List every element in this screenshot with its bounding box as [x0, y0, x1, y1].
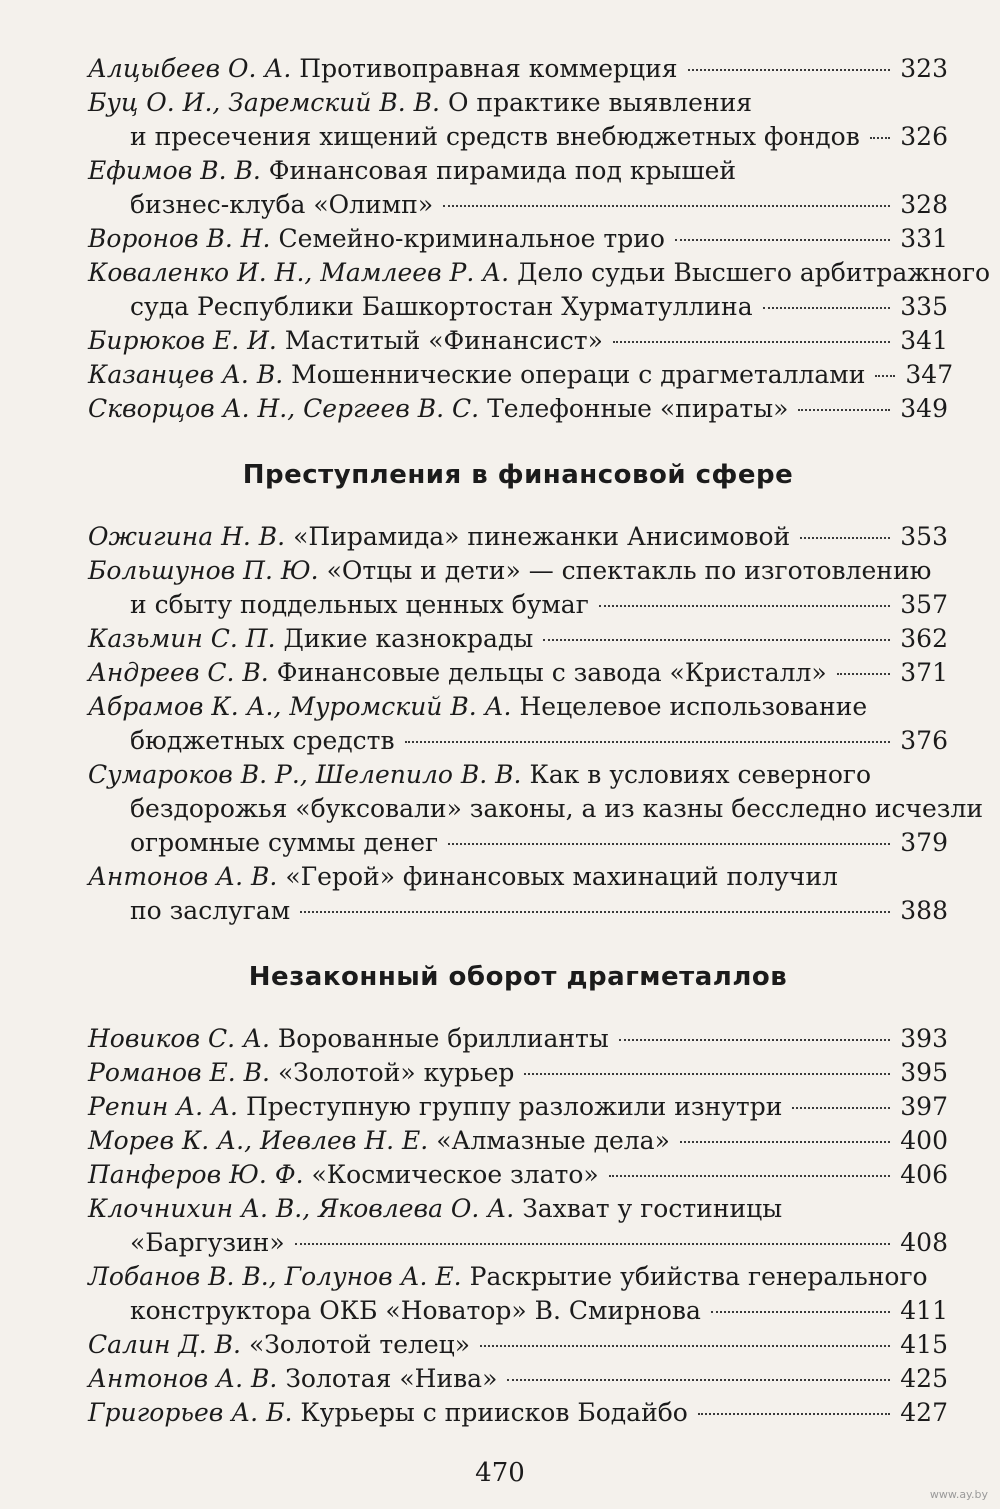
- toc-entry[interactable]: [88, 1362, 948, 1396]
- entry-page-number: 353: [900, 522, 948, 551]
- entry-authors: Новиков С. А.: [88, 1024, 270, 1053]
- dot-leader: [543, 639, 890, 641]
- dot-leader: [405, 741, 891, 743]
- entry-title: «Золотой телец»: [249, 1330, 471, 1359]
- entry-page-number: 427: [900, 1398, 948, 1427]
- entry-authors: Романов Е. В.: [88, 1058, 270, 1087]
- dot-leader: [800, 537, 890, 539]
- toc-entry[interactable]: [88, 358, 954, 392]
- dot-leader: [688, 69, 891, 71]
- entry-title: Дело судьи Высшего арбитражного: [517, 258, 991, 287]
- entry-page-number: 347: [905, 360, 954, 389]
- entry-page-number: 331: [900, 224, 948, 253]
- toc-entry-line: [88, 1090, 948, 1124]
- dot-leader: [792, 1107, 890, 1109]
- entry-authors: Алцыбеев О. А.: [88, 54, 292, 83]
- toc-entry-line: [88, 826, 948, 860]
- toc-entry-line: [88, 324, 948, 358]
- toc-entry-line: [88, 52, 948, 86]
- dot-leader: [300, 911, 890, 913]
- toc-entry[interactable]: [88, 52, 948, 86]
- toc-entry-line: [88, 120, 948, 154]
- dot-leader: [524, 1073, 890, 1075]
- toc-entry[interactable]: [88, 1158, 948, 1192]
- page-number: 470: [475, 1458, 525, 1488]
- toc-entry[interactable]: [88, 554, 948, 622]
- entry-authors: Антонов А. В.: [88, 1364, 278, 1393]
- entry-page-number: 397: [900, 1092, 948, 1121]
- dot-leader: [675, 239, 890, 241]
- entry-title: О практике выявления: [447, 88, 753, 117]
- dot-leader: [599, 605, 890, 607]
- toc-entry-line: [88, 1260, 948, 1294]
- entry-authors: Репин А. А.: [88, 1092, 238, 1121]
- entry-authors: Абрамов К. А., Муромский В. А.: [88, 692, 512, 721]
- entry-title: Финансовая пирамида под крышей: [268, 156, 737, 185]
- entry-title: Курьеры с приисков Бодайбо: [300, 1398, 688, 1427]
- toc-entry-line: [88, 1022, 948, 1056]
- entry-title: бездорожья «буксовали» законы, а из казны бесследно исчезли: [130, 794, 983, 823]
- toc-entry-line: [88, 358, 954, 392]
- entry-title: Семейно-криминальное трио: [278, 224, 665, 253]
- entry-authors: Ефимов В. В.: [88, 156, 261, 185]
- toc-entry-line: [88, 1396, 948, 1430]
- toc-entry-line: [88, 188, 948, 222]
- entry-title: Маститый «Финансист»: [284, 326, 603, 355]
- entry-title: Мошеннические операци с драгметаллами: [291, 360, 866, 389]
- dot-leader: [698, 1413, 890, 1415]
- entry-page-number: 362: [900, 624, 948, 653]
- entry-title: Телефонные «пираты»: [487, 394, 789, 423]
- entry-title: Захват у гостиницы: [522, 1194, 783, 1223]
- entry-page-number: 326: [900, 122, 948, 151]
- toc-entry[interactable]: [88, 860, 948, 928]
- entry-title: Финансовые дельцы с завода «Кристалл»: [276, 658, 827, 687]
- toc-entry[interactable]: [88, 520, 948, 554]
- entry-page-number: 395: [900, 1058, 948, 1087]
- section-heading: Преступления в финансовой сфере: [242, 460, 794, 490]
- entry-title: Противоправная коммерция: [299, 54, 678, 83]
- entry-authors: Буц О. И., Заремский В. В.: [88, 88, 440, 117]
- entry-title: Дикие казнокрады: [283, 624, 534, 653]
- dot-leader: [763, 307, 891, 309]
- entry-page-number: 323: [900, 54, 948, 83]
- entry-title: Золотая «Нива»: [285, 1364, 498, 1393]
- entry-authors: Ожигина Н. В.: [88, 522, 286, 551]
- toc-entry[interactable]: [88, 324, 948, 358]
- entry-page-number: 379: [900, 828, 948, 857]
- entry-title: «Герой» финансовых махинаций получил: [285, 862, 838, 891]
- dot-leader: [711, 1311, 890, 1313]
- toc-entry[interactable]: [88, 222, 948, 256]
- toc-entry[interactable]: [88, 690, 948, 758]
- dot-leader: [870, 137, 890, 139]
- toc-entry-line: [88, 290, 948, 324]
- toc-entry-line: [88, 1328, 948, 1362]
- toc-entry-line: [88, 724, 948, 758]
- toc-entry-line: [88, 154, 948, 188]
- entry-authors: Григорьев А. Б.: [88, 1398, 293, 1427]
- entry-title: «Баргузин»: [130, 1228, 285, 1257]
- toc-entry-line: [88, 86, 948, 120]
- toc-entry[interactable]: [88, 1056, 948, 1090]
- entry-title: и пресечения хищений средств внебюджетных фондов: [130, 122, 860, 151]
- entry-authors: Воронов В. Н.: [88, 224, 271, 253]
- entry-title: по заслугам: [130, 896, 291, 925]
- entry-title: бюджетных средств: [130, 726, 395, 755]
- entry-title: «Отцы и дети» — спектакль по изготовлению: [326, 556, 932, 585]
- entry-authors: Панферов Ю. Ф.: [88, 1160, 304, 1189]
- entry-title: «Золотой» курьер: [277, 1058, 515, 1087]
- entry-title: «Алмазные дела»: [436, 1126, 670, 1155]
- toc-entry[interactable]: [88, 656, 948, 690]
- entry-title: конструктора ОКБ «Новатор» В. Смирнова: [130, 1296, 701, 1325]
- entry-page-number: 371: [900, 658, 948, 687]
- entry-page-number: 408: [900, 1228, 948, 1257]
- entry-authors: Морев К. А., Иевлев Н. Е.: [88, 1126, 429, 1155]
- toc-entry-line: [88, 1226, 948, 1260]
- toc-entry-line: [88, 622, 948, 656]
- entry-page-number: 393: [900, 1024, 948, 1053]
- toc-entry[interactable]: [88, 1192, 948, 1260]
- entry-authors: Сумароков В. Р., Шелепило В. В.: [88, 760, 522, 789]
- entry-title: Как в условиях северного: [529, 760, 872, 789]
- entry-page-number: 388: [900, 896, 948, 925]
- entry-title: бизнес-клуба «Олимп»: [130, 190, 434, 219]
- dot-leader: [448, 843, 890, 845]
- toc-entry[interactable]: [88, 1328, 948, 1362]
- entry-title: «Пирамида» пинежанки Анисимовой: [293, 522, 791, 551]
- toc-entry[interactable]: [88, 1396, 948, 1430]
- entry-page-number: 349: [900, 394, 948, 423]
- entry-page-number: 328: [900, 190, 948, 219]
- toc-entry[interactable]: [88, 622, 948, 656]
- entry-page-number: 406: [900, 1160, 948, 1189]
- toc-entry-line: [88, 894, 948, 928]
- dot-leader: [295, 1243, 891, 1245]
- entry-authors: Казанцев А. В.: [88, 360, 284, 389]
- entry-title: суда Республики Башкортостан Хурматуллина: [130, 292, 753, 321]
- entry-title: и сбыту поддельных ценных бумаг: [130, 590, 589, 619]
- toc-entry[interactable]: [88, 1090, 948, 1124]
- entry-page-number: 341: [900, 326, 948, 355]
- entry-page-number: 415: [900, 1330, 948, 1359]
- dot-leader: [480, 1345, 890, 1347]
- entry-authors: Коваленко И. Н., Мамлеев Р. А.: [88, 258, 510, 287]
- entry-page-number: 411: [900, 1296, 948, 1325]
- dot-leader: [619, 1039, 891, 1041]
- dot-leader: [609, 1175, 891, 1177]
- entry-title: Преступную группу разложили изнутри: [245, 1092, 783, 1121]
- dot-leader: [507, 1379, 890, 1381]
- watermark: www.ay.by: [929, 1488, 988, 1501]
- section-heading: Незаконный оборот драгметаллов: [248, 962, 788, 992]
- entry-title: Ворованные бриллианты: [277, 1024, 609, 1053]
- toc-entry-line: [88, 392, 948, 426]
- entry-authors: Казьмин С. П.: [88, 624, 276, 653]
- entry-authors: Клочнихин А. В., Яковлева О. А.: [88, 1194, 515, 1223]
- entry-authors: Лобанов В. В., Голунов А. Е.: [88, 1262, 462, 1291]
- toc-entry-line: [88, 690, 948, 724]
- dot-leader: [680, 1141, 890, 1143]
- entry-authors: Большунов П. Ю.: [88, 556, 319, 585]
- toc-entry-line: [88, 222, 948, 256]
- entry-page-number: 357: [900, 590, 948, 619]
- entry-title: Нецелевое использование: [519, 692, 868, 721]
- toc-entry-line: [88, 860, 948, 894]
- entry-page-number: 425: [900, 1364, 948, 1393]
- entry-authors: Антонов А. В.: [88, 862, 278, 891]
- toc-entry[interactable]: [88, 1124, 948, 1158]
- dot-leader: [875, 375, 895, 377]
- toc-entry-line: [88, 1158, 948, 1192]
- toc-entry-line: [88, 256, 991, 290]
- entry-authors: Андреев С. В.: [88, 658, 269, 687]
- toc-entry-line: [88, 588, 948, 622]
- entry-authors: Бирюков Е. И.: [88, 326, 277, 355]
- toc-entry-line: [88, 1056, 948, 1090]
- dot-leader: [837, 673, 891, 675]
- entry-title: Раскрытие убийства генерального: [469, 1262, 928, 1291]
- toc-entry[interactable]: [88, 392, 948, 426]
- toc-entry-line: [88, 554, 948, 588]
- toc-entry-line: [88, 1124, 948, 1158]
- entry-title: «Космическое злато»: [311, 1160, 599, 1189]
- toc-entry-line: [88, 1192, 948, 1226]
- dot-leader: [798, 409, 890, 411]
- entry-page-number: 376: [900, 726, 948, 755]
- toc-entry-line: [88, 520, 948, 554]
- entry-page-number: 335: [900, 292, 948, 321]
- dot-leader: [443, 205, 890, 207]
- entry-authors: Скворцов А. Н., Сергеев В. С.: [88, 394, 480, 423]
- table-of-contents: [88, 52, 991, 1430]
- toc-entry[interactable]: [88, 758, 983, 860]
- toc-entry[interactable]: [88, 1260, 948, 1328]
- toc-entry[interactable]: [88, 154, 948, 222]
- toc-entry[interactable]: [88, 86, 948, 154]
- entry-page-number: 400: [900, 1126, 948, 1155]
- entry-title: огромные суммы денег: [130, 828, 439, 857]
- entry-authors: Салин Д. В.: [88, 1330, 242, 1359]
- toc-entry-line: [88, 758, 948, 792]
- toc-entry-line: [88, 1294, 948, 1328]
- toc-entry[interactable]: [88, 256, 991, 324]
- toc-entry[interactable]: [88, 1022, 948, 1056]
- toc-entry-line: [88, 792, 983, 826]
- toc-entry-line: [88, 1362, 948, 1396]
- dot-leader: [613, 341, 890, 343]
- toc-entry-line: [88, 656, 948, 690]
